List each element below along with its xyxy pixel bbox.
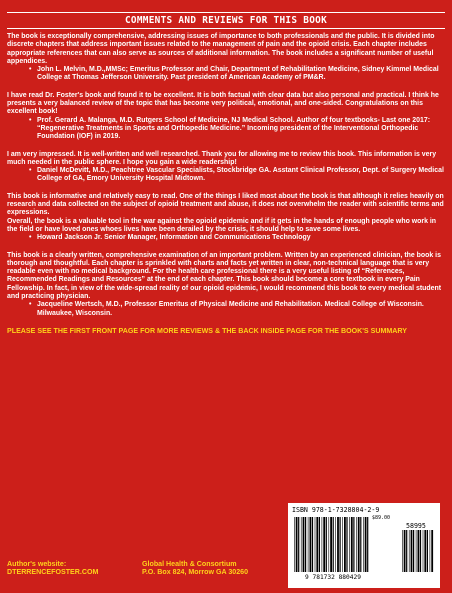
review-1-attribution-text: John L. Melvin, M.D.,MMSc; Emeritus Professor and Chair, Department of Rehabilitation Medicine, Sidney Kimmel Medical College at Thomas Jefferson University. Past president of American Academy of PM&R. — [37, 66, 439, 82]
barcode-bar — [367, 517, 368, 572]
price-text: $89.00 — [372, 515, 391, 521]
review-5-attribution-text: Jacqueline Wertsch, M.D., Professor Emeritus of Physical Medicine and Rehabilitation. Medical College of Wisconsin. Milwaukee, Wisconsin. — [37, 301, 424, 317]
barcode-bar — [346, 517, 347, 572]
review-2 — [7, 92, 447, 142]
barcode-bar — [333, 517, 334, 572]
review-5 — [7, 252, 447, 318]
review-2-attribution — [29, 117, 447, 142]
review-1 — [7, 33, 447, 83]
section-title: COMMENTS AND REVIEWS FOR THIS BOOK — [124, 15, 328, 26]
barcode-bar — [363, 517, 364, 572]
barcode-number: 9 781732 880429 — [305, 574, 361, 581]
barcode-bar — [365, 517, 367, 572]
barcode-bar — [308, 517, 309, 572]
barcode-bar — [305, 517, 306, 572]
review-2-body: I have read Dr. Foster's book and found it to be excellent. It is both factual with clear data but also personal and practical. I think he presents a very balanced review of the topic that has become very political, emotional, and one-sided. Congratulations on this excellent book! — [7, 91, 439, 116]
barcode-bar — [335, 517, 336, 572]
review-5-attribution — [29, 301, 447, 318]
barcode-bar — [358, 517, 360, 572]
barcode-bar — [322, 517, 323, 572]
top-rule — [7, 12, 445, 13]
website-link[interactable]: DTERRENCEFOSTER.COM — [7, 568, 99, 577]
barcode-bar — [424, 530, 426, 572]
barcode-bar — [411, 530, 413, 572]
barcode-bar — [349, 517, 350, 572]
barcode-bar — [315, 517, 316, 572]
website-label: Author's website: — [7, 560, 67, 568]
barcode-bar — [431, 530, 433, 572]
price-code-text: 58995 — [406, 522, 426, 530]
barcode-bar — [418, 530, 420, 572]
barcode-bar — [404, 530, 406, 572]
barcode-bar — [303, 517, 305, 572]
barcode-bar — [344, 517, 346, 572]
review-4-attribution-text: Howard Jackson Jr. Senior Manager, Information and Communications Technology — [37, 234, 311, 242]
review-4-attribution — [29, 234, 447, 242]
barcode-bar — [316, 517, 318, 572]
barcode-bar — [340, 517, 341, 572]
publisher-name: Global Health & Consortium — [142, 560, 237, 568]
addon-barcode-bars — [402, 530, 434, 572]
review-4 — [7, 193, 447, 243]
bullet-icon: • — [29, 234, 32, 242]
barcode-bar — [423, 530, 424, 572]
review-3-attribution-text: Daniel McDevitt, M.D., Peachtree Vascular Specialists, Stockbridge GA. Asstant Clinical Professor, Dept. of Surgery Medical College of GA, Emory University Hospital Midtown. — [37, 167, 444, 183]
barcode-bar — [298, 517, 299, 572]
barcode-bar — [402, 530, 403, 572]
barcode-bar — [427, 530, 428, 572]
barcode-bar — [360, 517, 361, 572]
isbn-barcode — [288, 503, 440, 588]
publisher-address: P.O. Box 824, Morrow GA 30260 — [142, 568, 249, 577]
barcode-bar — [409, 530, 410, 572]
barcode-bar — [351, 517, 353, 572]
barcode-bar — [319, 517, 320, 572]
review-4-body: This book is informative and relatively easy to read. One of the things I liked most about the book is that although it relies heavily on research and data collected on the subject of opioid treatment and abuse, it does not overwhelm the reader with scientific terms and expressions. — [7, 192, 444, 217]
barcode-bar — [326, 517, 327, 572]
barcode-bar — [420, 530, 421, 572]
barcode-bar — [406, 530, 407, 572]
barcode-bar — [430, 530, 431, 572]
summary-notice: PLEASE SEE THE FIRST FRONT PAGE FOR MORE REVIEWS & THE BACK INSIDE PAGE FOR THE BOOK'S SUMMARY — [7, 326, 408, 335]
barcode-bar — [416, 530, 417, 572]
review-3 — [7, 151, 447, 184]
barcode-bar — [296, 517, 298, 572]
barcode-bar — [413, 530, 414, 572]
barcode-bar — [310, 517, 312, 572]
bullet-icon: • — [29, 66, 32, 74]
barcode-bar — [301, 517, 302, 572]
review-2-attribution-text: Prof. Gerard A. Malanga, M.D. Rutgers School of Medicine, NJ Medical School. Author of four textbooks- Last one 2017: “Regenerative Treatments in Sports and Orthopedic Medicine.” Incoming president of the Interventional Orthopedic Foundation (IOF) in 2019. — [37, 116, 431, 141]
review-3-attribution — [29, 167, 447, 184]
barcode-bar — [342, 517, 343, 572]
review-1-body: The book is exceptionally comprehensive, addressing issues of importance to both professionals and the public. It is divided into discrete chapters that address important issues related to the management of pain and the opioid crisis. Each chapter includes appropriate references that can also serve as sources of additional information. The book includes a significant number of useful appendices. — [7, 33, 435, 65]
title-underline — [7, 28, 445, 29]
publisher-block — [142, 560, 248, 577]
isbn-text: ISBN 978-1-7328804-2-9 — [292, 506, 380, 514]
barcode-bar — [353, 517, 354, 572]
barcode-bar — [337, 517, 339, 572]
barcode-bar — [329, 517, 330, 572]
barcode-bar — [294, 517, 295, 572]
barcode-bar — [330, 517, 332, 572]
review-4-body-2: Overall, the book is a valuable tool in the war against the opioid epidemic and if it gets in the hands of enough people who work in the field or have loved ones whoes lives have been derailed by the crisis, it should help to save some lives. — [7, 217, 437, 233]
barcode-bars — [294, 517, 370, 572]
bullet-icon: • — [29, 301, 32, 309]
review-1-attribution — [29, 66, 447, 83]
barcode-bar — [312, 517, 313, 572]
reviews-section — [7, 33, 447, 336]
review-3-body: I am very impressed. It is well-written and well researched. Thank you for allowing me to review this book. This information is very much needed in the public sphere. I hope you gain a wide readership! — [7, 150, 437, 166]
author-website-block — [7, 560, 98, 577]
bullet-icon: • — [29, 167, 32, 175]
barcode-bar — [356, 517, 357, 572]
bullet-icon: • — [29, 116, 32, 124]
review-5-body: This book is a clearly written, comprehensive examination of an important problem. Written by an experienced clinician, the book is thorough and thoughtful. Each chapter is sprinkled with charts and facts yet written in clear, non-technical language that is very readable even with no medical background. For the health care professional there is a very useful listing of “References, Recommended Readings and Resources” at the end of each chapter. This book should become a core textbook in every Pain Fellowship. In fact, in view of the wide-spread reality of our opioid epidemic, I would recommend this book to every medical student and practicing physician. — [7, 251, 442, 301]
barcode-bar — [323, 517, 325, 572]
